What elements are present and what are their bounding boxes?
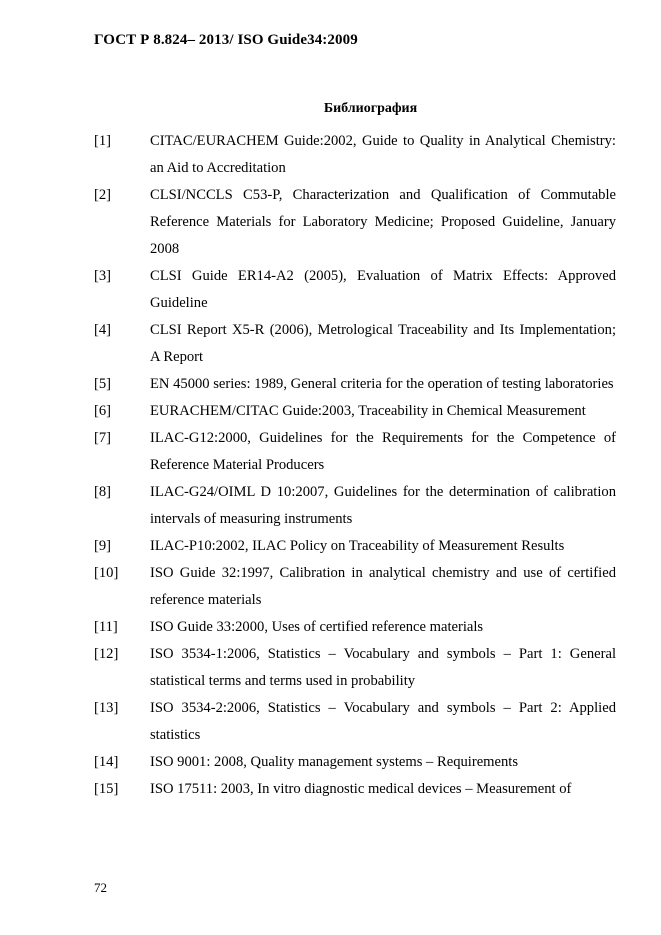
reference-item (94, 182, 616, 263)
reference-item (94, 371, 616, 398)
reference-text: CLSI/NCCLS C53-P, Characterization and Qualification of Commutable Reference Materials for Laboratory Medicine; Proposed Guideline, January 2008 (150, 187, 616, 257)
reference-item (94, 128, 616, 182)
reference-item (94, 398, 616, 425)
reference-text: ISO 9001: 2008, Quality management systems – Requirements (150, 754, 519, 770)
reference-text: CLSI Report X5-R (2006), Metrological Traceability and Its Implementation; A Report (150, 322, 616, 365)
reference-text: ISO 3534-1:2006, Statistics – Vocabulary and symbols – Part 1: General statistical terms and terms used in probability (150, 646, 616, 689)
page-number: 72 (94, 880, 107, 895)
bibliography-title: Библиография (323, 101, 418, 116)
reference-number: [4] (94, 322, 112, 338)
reference-item (94, 749, 616, 776)
reference-number: [15] (94, 781, 119, 797)
reference-number: [13] (94, 700, 119, 716)
reference-number: [10] (94, 565, 119, 581)
reference-number: [14] (94, 754, 119, 770)
reference-text: EN 45000 series: 1989, General criteria for the operation of testing laboratories (150, 376, 614, 392)
reference-number: [8] (94, 484, 112, 500)
reference-text: ISO 3534-2:2006, Statistics – Vocabulary and symbols – Part 2: Applied statistics (150, 700, 616, 743)
reference-number: [9] (94, 538, 112, 554)
reference-item (94, 479, 616, 533)
reference-item (94, 776, 616, 803)
reference-text: ISO Guide 32:1997, Calibration in analytical chemistry and use of certified reference materials (150, 565, 616, 608)
reference-number: [3] (94, 268, 112, 284)
reference-text: ILAC-P10:2002, ILAC Policy on Traceability of Measurement Results (150, 538, 565, 554)
reference-number: [6] (94, 403, 112, 419)
reference-number: [2] (94, 187, 112, 203)
reference-text: EURACHEM/CITAC Guide:2003, Traceability in Chemical Measurement (150, 403, 586, 419)
page-header: ГОСТ Р 8.824– 2013/ ISO Guide34:2009 (94, 32, 358, 48)
reference-item (94, 263, 616, 317)
reference-number: [12] (94, 646, 119, 662)
reference-text: ILAC-G12:2000, Guidelines for the Requirements for the Competence of Reference Material Producers (150, 430, 616, 473)
reference-number: [11] (94, 619, 118, 635)
reference-number: [5] (94, 376, 112, 392)
reference-text: ILAC-G24/OIML D 10:2007, Guidelines for the determination of calibration intervals of measuring instruments (150, 484, 616, 527)
reference-item (94, 533, 616, 560)
reference-text: CITAC/EURACHEM Guide:2002, Guide to Quality in Analytical Chemistry: an Aid to Accreditation (150, 133, 616, 176)
reference-number: [7] (94, 430, 112, 446)
reference-text: ISO Guide 33:2000, Uses of certified reference materials (150, 619, 484, 635)
reference-number: [1] (94, 133, 112, 149)
reference-list (94, 128, 616, 803)
reference-item (94, 614, 616, 641)
reference-item (94, 425, 616, 479)
reference-item (94, 695, 616, 749)
reference-text: ISO 17511: 2003, In vitro diagnostic medical devices – Measurement of (150, 781, 572, 797)
reference-text: CLSI Guide ER14-A2 (2005), Evaluation of Matrix Effects: Approved Guideline (150, 268, 616, 311)
reference-item (94, 641, 616, 695)
reference-item (94, 560, 616, 614)
reference-item (94, 317, 616, 371)
